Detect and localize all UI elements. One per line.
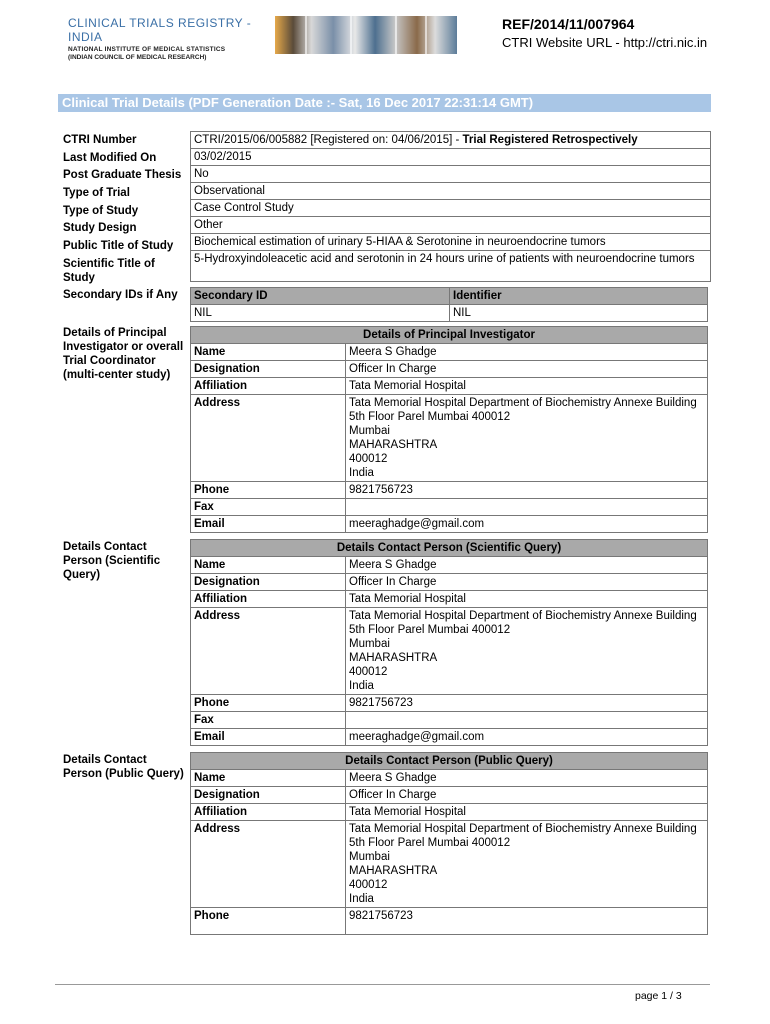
table-row [191,132,711,149]
label-type-of-trial: Type of Trial [63,187,130,199]
address-line: India [349,893,374,905]
sci-designation: Officer In Charge [346,574,708,591]
sci-email: meeraghadge@gmail.com [346,729,708,746]
header-banner-image [275,16,457,54]
address-line: India [349,467,374,479]
contact-public-table [190,752,708,935]
pi-affiliation: Tata Memorial Hospital [346,378,708,395]
address-line: Mumbai [349,851,390,863]
pub-address [346,821,708,908]
pub-name: Meera S Ghadge [346,770,708,787]
field-label: Address [191,821,346,908]
field-label: Name [191,770,346,787]
contact-scientific-table [190,539,708,746]
sci-phone: 9821756723 [346,695,708,712]
website-url: CTRI Website URL - http://ctri.nic.in [502,35,708,50]
pub-designation: Officer In Charge [346,787,708,804]
field-label: Affiliation [191,378,346,395]
table-row [191,591,708,608]
table-row [191,712,708,729]
address-line: MAHARASHTRA [349,439,438,451]
table-row [191,395,708,482]
table-row [191,251,711,282]
last-modified-value: 03/02/2015 [191,149,711,166]
label-public-title: Public Title of Study [63,240,174,252]
field-label: Affiliation [191,804,346,821]
table-row [191,499,708,516]
sci-address [346,608,708,695]
field-label: Designation [191,574,346,591]
ctri-logo [68,16,273,61]
sci-name: Meera S Ghadge [346,557,708,574]
address-line: Mumbai [349,638,390,650]
pub-phone: 9821756723 [346,908,708,935]
table-header-row [191,540,708,557]
field-label: Phone [191,908,346,935]
field-label: Email [191,729,346,746]
trial-summary-table [190,131,711,282]
sci-fax [346,712,708,729]
field-label: Phone [191,482,346,499]
identifier-value: NIL [450,305,708,322]
label-secondary-ids: Secondary IDs if Any [63,289,178,301]
field-label: Designation [191,787,346,804]
address-line: 5th Floor Parel Mumbai 400012 [349,411,511,423]
secondary-id-value: NIL [191,305,450,322]
label-contact-public: Details Contact Person (Public Query) [63,754,184,780]
address-line: 400012 [349,879,388,891]
table-row [191,804,708,821]
sci-header: Details Contact Person (Scientific Query) [191,540,708,557]
logo-subtitle: NATIONAL INSTITUTE OF MEDICAL STATISTICS [68,46,226,53]
table-row [191,821,708,908]
field-label: Designation [191,361,346,378]
label-type-of-study: Type of Study [63,205,139,217]
pi-fax [346,499,708,516]
identifier-header: Identifier [450,288,708,305]
field-label: Affiliation [191,591,346,608]
table-header-row [191,327,708,344]
table-row [191,217,711,234]
table-row [191,305,708,322]
table-row [191,378,708,395]
table-row [191,770,708,787]
logo-title: CLINICAL TRIALS REGISTRY - INDIA [68,16,252,44]
page-number: page 1 / 3 [635,990,682,1002]
table-row [191,787,708,804]
table-row [191,574,708,591]
ctri-number-value [191,132,711,149]
address-line: 5th Floor Parel Mumbai 400012 [349,837,511,849]
address-line: 400012 [349,666,388,678]
pub-header: Details Contact Person (Public Query) [191,753,708,770]
pi-email: meeraghadge@gmail.com [346,516,708,533]
field-label: Name [191,557,346,574]
field-label: Phone [191,695,346,712]
footer-divider [55,984,710,985]
field-label: Email [191,516,346,533]
type-of-study-value: Case Control Study [191,200,711,217]
address-line: MAHARASHTRA [349,652,438,664]
table-row [191,908,708,935]
label-contact-scientific: Details Contact Person (Scientific Query) [63,541,161,581]
pg-thesis-value: No [191,166,711,183]
label-principal-investigator: Details of Principal Investigator or overall Trial Coordinator (multi-center study) [63,327,184,381]
table-header-row [191,753,708,770]
pi-header: Details of Principal Investigator [191,327,708,344]
secondary-id-header: Secondary ID [191,288,450,305]
secondary-ids-table [190,287,708,322]
study-design-value: Other [191,217,711,234]
field-label: Address [191,395,346,482]
table-header-row [191,288,708,305]
table-row [191,608,708,695]
table-row [191,695,708,712]
table-row [191,183,711,200]
address-line: MAHARASHTRA [349,865,438,877]
address-line: Tata Memorial Hospital Department of Biochemistry Annexe Building [349,397,697,409]
field-label: Name [191,344,346,361]
table-row [191,482,708,499]
type-of-trial-value: Observational [191,183,711,200]
reference-number: REF/2014/11/007964 [502,16,635,32]
field-label: Address [191,608,346,695]
table-row [191,516,708,533]
table-row [191,149,711,166]
table-row [191,729,708,746]
registration-status: Trial Registered Retrospectively [462,134,638,146]
table-row [191,234,711,251]
table-row [191,557,708,574]
field-label: Fax [191,712,346,729]
address-line: 400012 [349,453,388,465]
pi-designation: Officer In Charge [346,361,708,378]
public-title-value: Biochemical estimation of urinary 5-HIAA & Serotonine in neuroendocrine tumors [191,234,711,251]
pi-name: Meera S Ghadge [346,344,708,361]
scientific-title-value: 5-Hydroxyindoleacetic acid and serotonin in 24 hours urine of patients with neuroendocrine tumors [191,251,711,282]
address-line: Tata Memorial Hospital Department of Biochemistry Annexe Building [349,610,697,622]
logo-subtitle-2: (INDIAN COUNCIL OF MEDICAL RESEARCH) [68,54,207,61]
address-line: 5th Floor Parel Mumbai 400012 [349,624,511,636]
page-title: Clinical Trial Details (PDF Generation Date :- Sat, 16 Dec 2017 22:31:14 GMT) [58,94,711,112]
label-study-design: Study Design [63,222,137,234]
table-row [191,344,708,361]
principal-investigator-table [190,326,708,533]
label-ctri-number: CTRI Number [63,134,137,146]
pi-address [346,395,708,482]
address-line: Mumbai [349,425,390,437]
pub-affiliation: Tata Memorial Hospital [346,804,708,821]
ctri-number-text: CTRI/2015/06/005882 [Registered on: 04/06/2015] - [194,134,463,146]
address-line: India [349,680,374,692]
label-pg-thesis: Post Graduate Thesis [63,169,182,181]
sci-affiliation: Tata Memorial Hospital [346,591,708,608]
table-row [191,166,711,183]
table-row [191,200,711,217]
field-label: Fax [191,499,346,516]
pi-phone: 9821756723 [346,482,708,499]
label-last-modified: Last Modified On [63,152,157,164]
table-row [191,361,708,378]
label-scientific-title: Scientific Title of Study [63,258,155,284]
address-line: Tata Memorial Hospital Department of Biochemistry Annexe Building [349,823,697,835]
